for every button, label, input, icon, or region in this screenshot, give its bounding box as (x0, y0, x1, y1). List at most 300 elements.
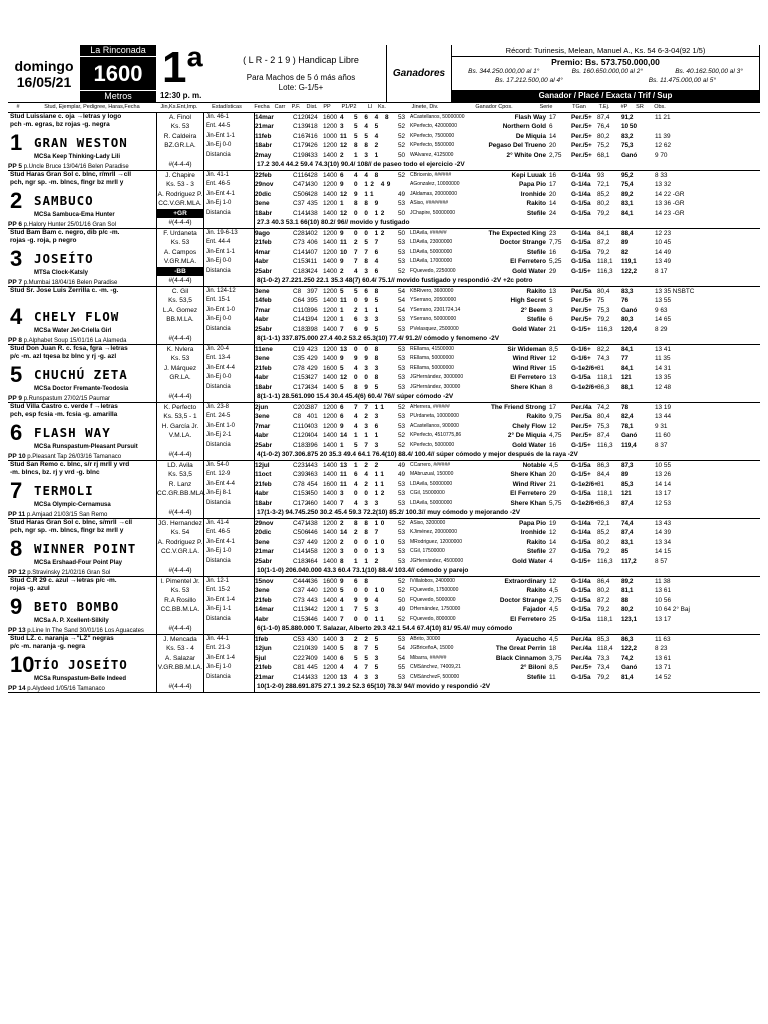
past-race-cell: 75,3 (597, 306, 610, 314)
past-race-cell: 86,3 (597, 383, 610, 391)
past-race-cell: 0 12 49 (354, 181, 393, 189)
past-race-cell: 87,4 (621, 499, 634, 507)
past-race-cell: 1 (340, 306, 344, 314)
stud-colors: Stud Sr. Jose Luis Zerrilla c. -m. -g. (10, 287, 119, 294)
jockey-info (157, 113, 204, 170)
stat-line: Ent. 15-2 (206, 587, 231, 594)
past-race-cell: 24 (549, 209, 557, 217)
past-race-cell: 25abr (255, 441, 273, 449)
post-number: 10 (10, 652, 35, 677)
post-position: PP 7 (8, 279, 22, 286)
past-race-cell: 53 (398, 114, 406, 121)
past-race-cell: Wind River (512, 364, 546, 372)
past-race-cell: Per./5+ (571, 422, 592, 430)
prize-fifth: Bs. 11.475.000,00 al 5° (648, 77, 716, 84)
stud-colors-cont: p/c -m. azl tqesa bz blnc y rj -g. azl (10, 353, 117, 360)
past-race-cell: 397 (307, 288, 318, 295)
past-race-cell: 2,75 (549, 596, 562, 604)
past-race-cell: 9 (340, 230, 344, 237)
past-race-cell: 73,4 (597, 664, 610, 672)
past-race-row (255, 296, 760, 305)
past-race-cell: 1200 (323, 606, 338, 614)
past-race-cell: 2 (340, 520, 344, 527)
past-race-row (255, 229, 760, 238)
past-race-cell: Papa Pio (519, 520, 546, 527)
past-race-cell: Per./4a (571, 654, 592, 662)
jockey-line: A. Salazar (165, 654, 195, 662)
jockey-line: GR.LA. (169, 374, 191, 382)
past-race-cell: 1400 (323, 645, 338, 653)
horse-name[interactable]: GRAN WESTON (34, 135, 128, 150)
past-race-cell: 12 (549, 422, 557, 430)
past-race-cell: WAlvarez, 4125000 (410, 151, 454, 158)
stat-line: Jin. 46-1 (206, 114, 230, 120)
past-race-cell: 1 1 2 (354, 557, 381, 565)
past-race-cell: C141 (293, 673, 309, 681)
past-race-cell: 1400 (323, 151, 338, 159)
past-race-cell: G-1/5+ (571, 325, 591, 333)
past-race-cell: Doctor Strange (499, 239, 546, 247)
past-race-cell: 428 (307, 190, 318, 198)
past-race-row (255, 635, 760, 644)
past-race-cell: 6 (340, 404, 344, 411)
past-race-cell: 1200 (323, 520, 338, 527)
horse-breeding: MCSa Runspastum-Pleasant Pursuit (34, 444, 138, 450)
past-race-cell: 0 9 5 (354, 297, 381, 305)
past-race-cell: 2° Beem (520, 306, 546, 314)
past-race-cell: 1600 (323, 578, 338, 585)
horse-name[interactable]: BETO BOMBO (34, 599, 120, 614)
past-race-cell: 9 11 (354, 190, 377, 198)
race-number-box (156, 45, 216, 102)
past-race-cell: Per./5a (571, 413, 592, 421)
past-race-cell: 13 (340, 673, 348, 681)
past-race-cell: 1400 (323, 654, 338, 662)
past-race-cell: 19 (549, 520, 557, 527)
horse-name[interactable]: CHELY FLOW (34, 309, 120, 324)
past-race-cell: AGonzalez, 10000000 (410, 181, 460, 188)
horse-name[interactable]: CHUCHÚ ZETA (34, 367, 128, 382)
post-number: 8 (10, 536, 23, 561)
past-race-cell: 52 (398, 441, 406, 449)
stud-colors-cont: pch, ngr sp. -m. blncs, flngr bz mrll y (10, 179, 124, 186)
past-race-cell: Doctor Strange (499, 596, 546, 604)
horse-entry (8, 635, 760, 693)
past-race-cell: 18abr (255, 209, 273, 217)
past-race-cell: C471 (293, 181, 309, 189)
past-race-row (255, 577, 760, 586)
past-race-cell: ABrito, 30000 (410, 636, 441, 642)
horse-breeding: MCSa Water Jet-Criella Girl (34, 328, 112, 334)
past-race-cell: 118,4 (597, 645, 613, 653)
past-race-cell: C110 (293, 306, 308, 314)
past-race-cell: 2 8 7 (354, 529, 381, 537)
workout-note: 17(1-3-2) 94.745.250 30.2 45.4 59.3 72.2(10) 85.2/ 100.3// muy cómodo y mejorando -2V (257, 508, 521, 516)
past-race-cell: 1400 (323, 471, 338, 479)
past-race-cell: 74,2 (621, 654, 634, 662)
post-position: PP 11 (8, 511, 26, 518)
past-race-cell: 76,4 (597, 123, 610, 131)
past-race-cell: 91,2 (621, 114, 634, 121)
past-race-cell: Rakito (526, 413, 546, 421)
past-race-cell: C78 (293, 364, 305, 372)
stat-line: Distancia (206, 325, 231, 332)
horse-identity (8, 287, 157, 344)
stat-line: Ent. 44-5 (206, 123, 231, 130)
past-race-cell: The Great Perrin (495, 645, 546, 653)
horse-pedigree: p.Alphabet Soup 15/01/16 La Alameda (23, 338, 127, 344)
horse-entry (8, 345, 760, 403)
past-race-cell: 429 (307, 364, 318, 372)
stat-line: Ent. 13-4 (206, 355, 231, 362)
jockey-line: CC.V.GR.LA. (160, 548, 200, 556)
jockey-line: Ks. 53 - 4 (166, 645, 194, 653)
post-position: PP 8 (8, 337, 22, 344)
past-race-cell: G-1/5+ (571, 471, 591, 479)
past-race-cell: 50 (398, 151, 406, 159)
horse-pedigree: p.Alydeed 1/05/16 Tamanaco (27, 686, 105, 692)
stud-colors-cont: pch, ngr sp. -m. blncs, flngr bz mrll y (10, 527, 124, 534)
past-race-cell: LDAvila, 50000000 (410, 248, 453, 255)
past-race-row (255, 345, 760, 354)
past-race-cell: 53 (398, 383, 406, 391)
past-race-cell: 11 35 (655, 355, 671, 363)
horse-entry (8, 403, 760, 461)
past-race-cell: 1200 (323, 123, 338, 131)
past-race-cell: 4 3 3 (354, 673, 381, 681)
past-race-cell: The Expected King (488, 230, 546, 237)
past-race-cell: 0 0 10 (354, 538, 387, 546)
past-race-cell: 14 (549, 132, 557, 140)
stud-colors-cont: rojas -g. roja, p negro (10, 237, 77, 244)
past-race-cell: 9 (340, 422, 344, 430)
past-performances (255, 519, 760, 576)
past-race-cell: 3ene (255, 200, 270, 208)
past-race-cell: 53 (398, 355, 406, 363)
past-race-cell: 1 3 1 (354, 151, 381, 159)
stat-line: Jin-Ent 1-0 (206, 306, 236, 313)
past-race-cell: Ayacucho (515, 636, 546, 643)
past-race-cell: C444 (293, 578, 309, 585)
horse-breeding: MCSa Keep Thinking-Lady Lili (34, 154, 121, 160)
past-race-cell: 11 (340, 471, 347, 479)
jockey-line: A. Rodriguez P. (157, 538, 203, 546)
past-race-cell: 4 3 3 (354, 364, 381, 372)
past-race-cell: 29nov (255, 181, 274, 189)
past-race-cell: REllama, 41500000 (410, 346, 454, 352)
past-race-cell: C81 (293, 664, 305, 672)
jockey-line: Ks. 53 (170, 123, 190, 131)
past-race-cell: 3 (340, 548, 344, 556)
past-race-cell: 7mar (255, 422, 271, 430)
jockey-line: -BB (157, 267, 203, 276)
past-race-cell: 12 (340, 142, 348, 150)
race-program-page (8, 0, 760, 693)
jockey-line: R. Lanz (168, 480, 192, 488)
post-number: 1 (10, 130, 23, 155)
stat-line (206, 450, 254, 459)
past-race-cell: 12 (340, 209, 348, 217)
past-race-cell: 0 0 12 (354, 490, 387, 498)
stat-line (206, 160, 254, 169)
jockey-info (157, 635, 204, 692)
past-race-row (255, 547, 760, 556)
jockey-line: J. Chapire (165, 172, 195, 179)
horse-breeding: MCSa Runspastum-Belle Indeed (34, 676, 127, 682)
horse-name[interactable]: TERMOLI (34, 483, 94, 498)
past-race-cell: 4 3 6 (354, 267, 381, 275)
jockey-line: #(4-4-4) (168, 683, 192, 691)
horse-stats (204, 345, 255, 402)
past-race-cell: 49 (398, 462, 406, 469)
jockey-line: Ks. 53,5 - 1 (163, 413, 197, 421)
past-race-cell: 84,1 (621, 364, 634, 372)
past-race-cell: G-1e2/6+ (571, 364, 598, 372)
past-race-cell: 1400 (323, 636, 338, 643)
past-race-cell: 0 0 12 (354, 230, 387, 237)
past-race-cell: 14 22 -GR (655, 190, 685, 198)
horse-name[interactable]: SAMBUCO (34, 193, 94, 208)
past-race-cell: CMSánchez, 74009,21 (410, 664, 461, 671)
post-number: 5 (10, 362, 23, 387)
horse-name[interactable]: WINNER POINT (34, 541, 137, 556)
past-race-cell: 86,3 (597, 462, 610, 469)
past-race-cell: CGil, 15000000 (410, 490, 445, 497)
past-race-cell: 3 (549, 306, 553, 314)
past-race-row (255, 383, 760, 392)
past-race-cell: 6 9 5 (354, 325, 381, 333)
stat-line: Jin-Ej 0-0 (206, 258, 232, 265)
race-conditions-text: Para Machos de 5 ó más años (246, 73, 356, 82)
past-race-cell: 14 49 (655, 248, 671, 256)
race-header (8, 45, 760, 102)
past-race-cell: KPerfecto, 5500000 (410, 142, 455, 149)
past-race-cell: C35 (293, 355, 305, 363)
past-race-cell: 81 (597, 480, 605, 488)
jockey-line (157, 441, 203, 450)
past-race-cell: 12 (340, 374, 348, 382)
past-race-row (255, 480, 760, 489)
past-race-cell: 52 (398, 615, 406, 623)
past-race-cell: 85,3 (621, 480, 634, 488)
past-race-cell: Flash Way (514, 114, 546, 121)
past-race-cell: 75,2 (597, 142, 610, 150)
column-header: TGan (572, 104, 586, 110)
past-race-cell: Notable (522, 462, 546, 469)
past-race-cell: 4 (549, 557, 553, 565)
past-race-cell: 4,5 (549, 462, 558, 469)
past-race-cell: 11 60 (655, 432, 671, 440)
past-race-cell: 4 (340, 114, 344, 121)
past-race-cell: 76 (621, 297, 629, 305)
past-race-cell: 396 (307, 441, 318, 449)
past-race-row (255, 257, 760, 266)
jockey-line: #(4-4-4) (168, 277, 192, 285)
stat-line (206, 392, 254, 401)
horse-pedigree: p.Line In The Sand 30/01/16 Los Aguacates (27, 628, 144, 634)
past-race-cell: 430 (307, 636, 318, 643)
past-race-cell: 23 (549, 230, 557, 237)
past-performances (255, 403, 760, 460)
stat-line: Distancia (206, 209, 231, 216)
past-race-row (255, 113, 760, 122)
horse-stats (204, 635, 255, 692)
past-race-cell: G-1/5a (571, 673, 591, 681)
past-race-cell: 1400 (323, 499, 338, 507)
past-race-cell: 83,1 (621, 538, 634, 546)
past-race-cell: LDAvila, 50000000 (410, 499, 453, 506)
past-performances (255, 635, 760, 692)
past-race-cell: 12 23 (655, 230, 671, 237)
past-race-cell: 1200 (323, 288, 338, 295)
past-race-row (255, 238, 760, 247)
past-race-row (255, 557, 760, 566)
past-race-cell: 88,4 (621, 230, 634, 237)
past-race-row (255, 615, 760, 624)
past-race-cell: 83,2 (621, 132, 634, 140)
post-number: 4 (10, 304, 23, 329)
past-race-cell: G-1/5a (571, 548, 591, 556)
past-race-cell: 1 (340, 316, 344, 324)
past-race-cell: C116 (293, 172, 308, 179)
past-race-cell: 12jun (255, 645, 272, 653)
horse-breeding: MTSa Clock-Katsly (34, 270, 89, 276)
past-race-cell: 86,4 (597, 578, 610, 585)
horse-entry (8, 519, 760, 577)
prize-box (451, 45, 760, 102)
past-race-cell: 1200 (323, 587, 338, 595)
past-race-cell: AHerrera, ###### (410, 404, 450, 410)
past-race-cell: 423 (307, 346, 318, 353)
jockey-line: I. Pimentel Jr. (160, 578, 200, 585)
past-race-cell: G-1/5+ (571, 441, 591, 449)
past-race-cell: 89 (621, 239, 629, 247)
column-header: SR (636, 104, 644, 110)
past-race-cell: 13 (340, 462, 348, 469)
stat-line: Jin. 19-6-13 (206, 230, 238, 236)
jockey-line: Ks. 53 - 3 (166, 181, 194, 189)
past-race-row (255, 586, 760, 595)
past-race-cell: 12 (549, 355, 557, 363)
past-race-cell: El Ferretero (510, 615, 546, 623)
past-race-cell: C64 (293, 297, 305, 305)
horse-stats (204, 113, 255, 170)
jockey-line: R.A Rosillo (164, 596, 196, 604)
past-race-cell: 80,2 (597, 132, 610, 140)
past-race-cell: JGHernández, 3000000 (410, 374, 464, 381)
past-race-cell: 11 38 (655, 578, 671, 585)
stud-colors-cont: pch, esp fcsia -m. fcsia -g. amarilla (10, 411, 118, 418)
post-position: PP 14 (8, 685, 26, 692)
horse-name[interactable]: JOSEÍTO (34, 251, 94, 266)
past-race-cell: 3ene (255, 288, 270, 295)
past-race-cell: 13 17 (655, 490, 671, 498)
past-race-cell: 4abr (255, 615, 269, 623)
stat-line: Ent. 46-5 (206, 529, 231, 536)
past-race-cell: 430 (307, 181, 318, 189)
past-race-cell: Shere Khan (510, 471, 546, 479)
past-race-cell: 1400 (323, 441, 338, 449)
past-race-cell: 21feb (255, 480, 272, 488)
past-race-cell: C113 (293, 606, 308, 614)
past-race-cell: 82,2 (597, 346, 610, 353)
horse-name[interactable]: TÍO JOSEÍTO (34, 657, 128, 672)
past-race-cell: C53 (293, 636, 305, 643)
past-race-cell: 1400 (323, 325, 338, 333)
past-race-cell: 464 (307, 557, 318, 565)
past-race-cell: 121 (621, 490, 632, 498)
past-race-row (255, 171, 760, 180)
past-race-cell: 14 14 (655, 480, 671, 488)
jockey-info (157, 461, 204, 518)
past-race-cell: FQuevedo, 17500000 (410, 587, 459, 594)
past-race-cell: 13 17 (655, 615, 671, 623)
past-race-cell: C153 (293, 258, 309, 266)
past-race-cell: 12 (549, 578, 557, 585)
column-header: P1/P2 (341, 104, 357, 110)
past-race-cell: 13 43 (655, 520, 671, 527)
stud-colors: Stud San Remo c. blnc, s/r rj mrll y vrd (10, 461, 130, 468)
past-race-cell: 2,75 (549, 151, 562, 159)
horse-entry (8, 287, 760, 345)
past-race-cell: 4,5 (549, 606, 558, 614)
past-race-cell: 52 (398, 587, 406, 595)
past-race-cell: 5 (340, 288, 344, 295)
horse-breeding: MCSa Sambuca-Ema Hunter (34, 212, 115, 218)
workout-note: 4(1-0-2) 307.306.875 20 35.3 49.4 64.1 76.4(10) 88.4/ 100.4// súper cómodo y mejor después de la raya -2V (257, 450, 578, 458)
jockey-line: #(4-4-4) (168, 451, 192, 459)
past-race-cell: 12 62 (655, 142, 671, 150)
stud-colors: Stud LZ. c. naranja →"LZ" negras (10, 635, 114, 642)
column-header: Fecha (254, 104, 270, 110)
past-race-cell: 8 17 (655, 267, 668, 275)
past-race-cell: Wind River (512, 355, 546, 363)
past-race-cell: G-1/5a (571, 200, 591, 208)
past-race-cell: 74,2 (597, 404, 610, 411)
post-position: PP 5 (8, 163, 22, 170)
jockey-line (157, 383, 203, 392)
past-race-cell: IVillalobos, 2400000 (410, 578, 455, 584)
stat-line: Jin-Ej 0-0 (206, 142, 232, 149)
horse-name[interactable]: FLASH WAY (34, 425, 111, 440)
past-race-cell: 1400 (323, 258, 338, 266)
past-race-cell: 122,2 (621, 267, 637, 275)
past-race-cell: 429 (307, 355, 318, 363)
horse-stats (204, 461, 255, 518)
past-race-cell: 81,4 (621, 673, 634, 681)
past-race-cell: Per./5+ (571, 664, 592, 672)
past-race-cell: 3,75 (549, 654, 562, 662)
past-race-cell: 1200 (323, 413, 338, 421)
past-race-cell: C183 (293, 557, 309, 565)
past-race-cell: 1400 (323, 529, 338, 537)
track-box (80, 45, 156, 102)
prize-second: Bs. 160.650.000,00 al 2° (571, 68, 643, 75)
past-race-cell: 411 (307, 258, 318, 266)
past-race-cell: G-1/5a (571, 596, 591, 604)
past-race-cell: 1200 (323, 230, 338, 237)
past-race-cell: 27 (549, 548, 557, 556)
past-race-cell: 387 (307, 404, 318, 411)
past-performances (255, 171, 760, 228)
prize-first: Bs. 344.250.000,00 al 1° (468, 68, 540, 75)
past-race-row (255, 180, 760, 189)
past-race-cell: 74,3 (597, 355, 610, 363)
past-race-cell: DHernández, 1750000 (410, 606, 461, 613)
past-race-cell: C183 (293, 325, 309, 333)
past-race-cell: 1 (340, 200, 344, 208)
stat-line: Distancia (206, 267, 231, 274)
